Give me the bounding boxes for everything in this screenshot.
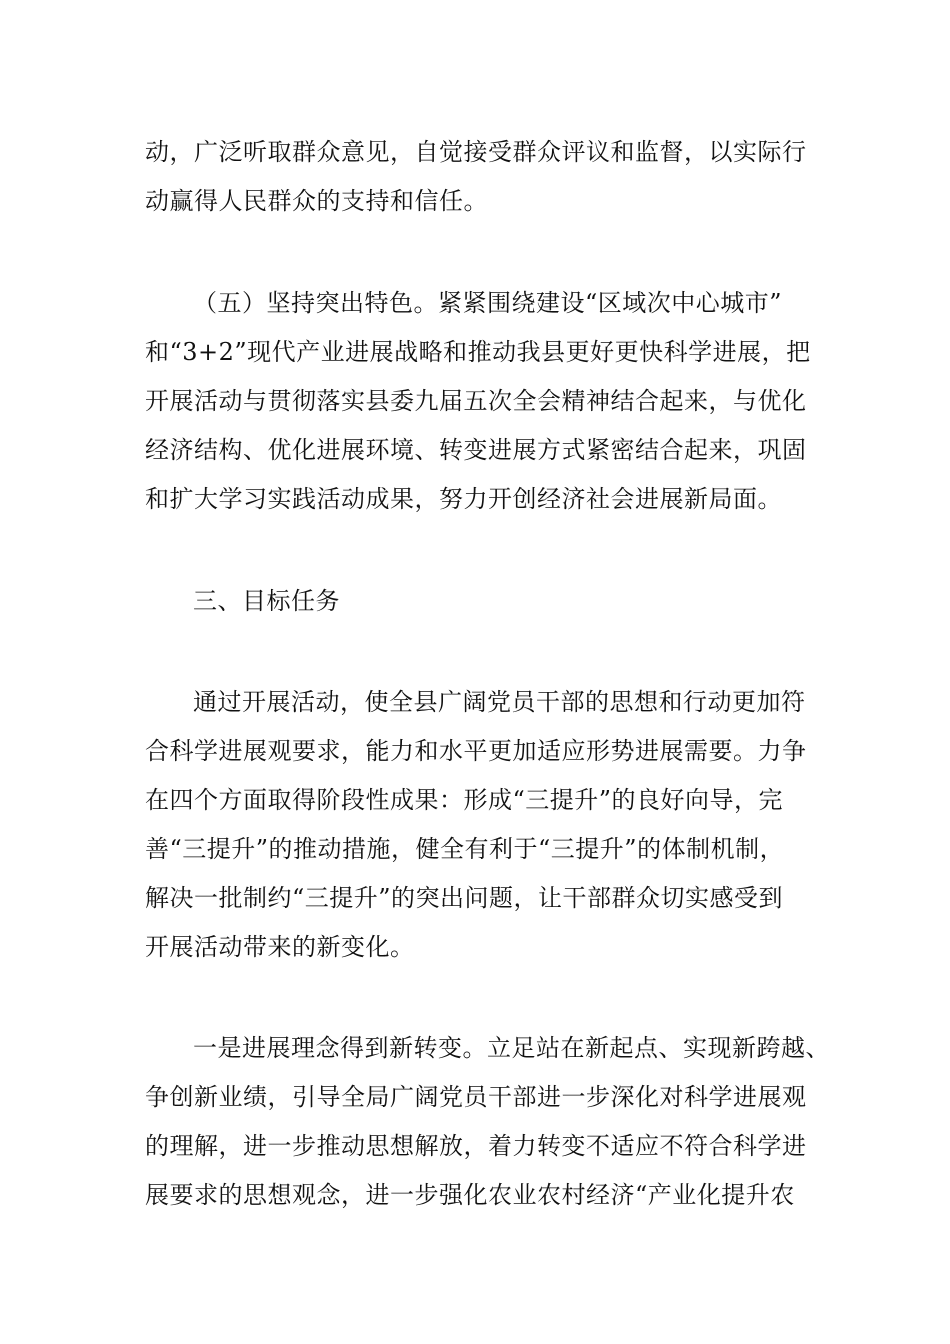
text-line: 解决一批制约“三提升”的突出问题，让干部群众切实感受到	[145, 884, 784, 912]
text-line: 一是进展理念得到新转变。立足站在新起点、实现新跨越、	[193, 1034, 830, 1062]
text-line: 开展活动与贯彻落实县委九届五次全会精神结合起来，与优化	[145, 387, 807, 415]
section-title: 三、目标任务	[193, 587, 340, 615]
section-heading-line: （五）坚持突出特色。紧紧围绕建设“区域次中心城市”	[193, 289, 783, 317]
text-line: 展要求的思想观念，进一步强化农业农村经济“产业化提升农	[145, 1181, 795, 1209]
text-line: 争创新业绩，引导全局广阔党员干部进一步深化对科学进展观	[145, 1083, 807, 1111]
text-line: 的理解，进一步推动思想解放，着力转变不适应不符合科学进	[145, 1132, 807, 1160]
text-line: 在四个方面取得阶段性成果：形成“三提升”的良好向导，完	[145, 786, 784, 814]
text-line: 和“3+2”现代产业进展战略和推动我县更好更快科学进展，把	[145, 338, 811, 366]
text-line: 善“三提升”的推动措施，健全有利于“三提升”的体制机制，	[145, 835, 785, 863]
text-line: 动，广泛听取群众意见，自觉接受群众评议和监督，以实际行	[145, 138, 807, 166]
text-line: 开展活动带来的新变化。	[145, 933, 415, 961]
text-line: 通过开展活动，使全县广阔党员干部的思想和行动更加符	[193, 688, 806, 716]
text-line: 动赢得人民群众的支持和信任。	[145, 187, 488, 215]
text-line: 合科学进展观要求，能力和水平更加适应形势进展需要。力争	[145, 737, 807, 765]
text-line: 经济结构、优化进展环境、转变进展方式紧密结合起来，巩固	[145, 436, 807, 464]
text-line: 和扩大学习实践活动成果，努力开创经济社会进展新局面。	[145, 485, 782, 513]
